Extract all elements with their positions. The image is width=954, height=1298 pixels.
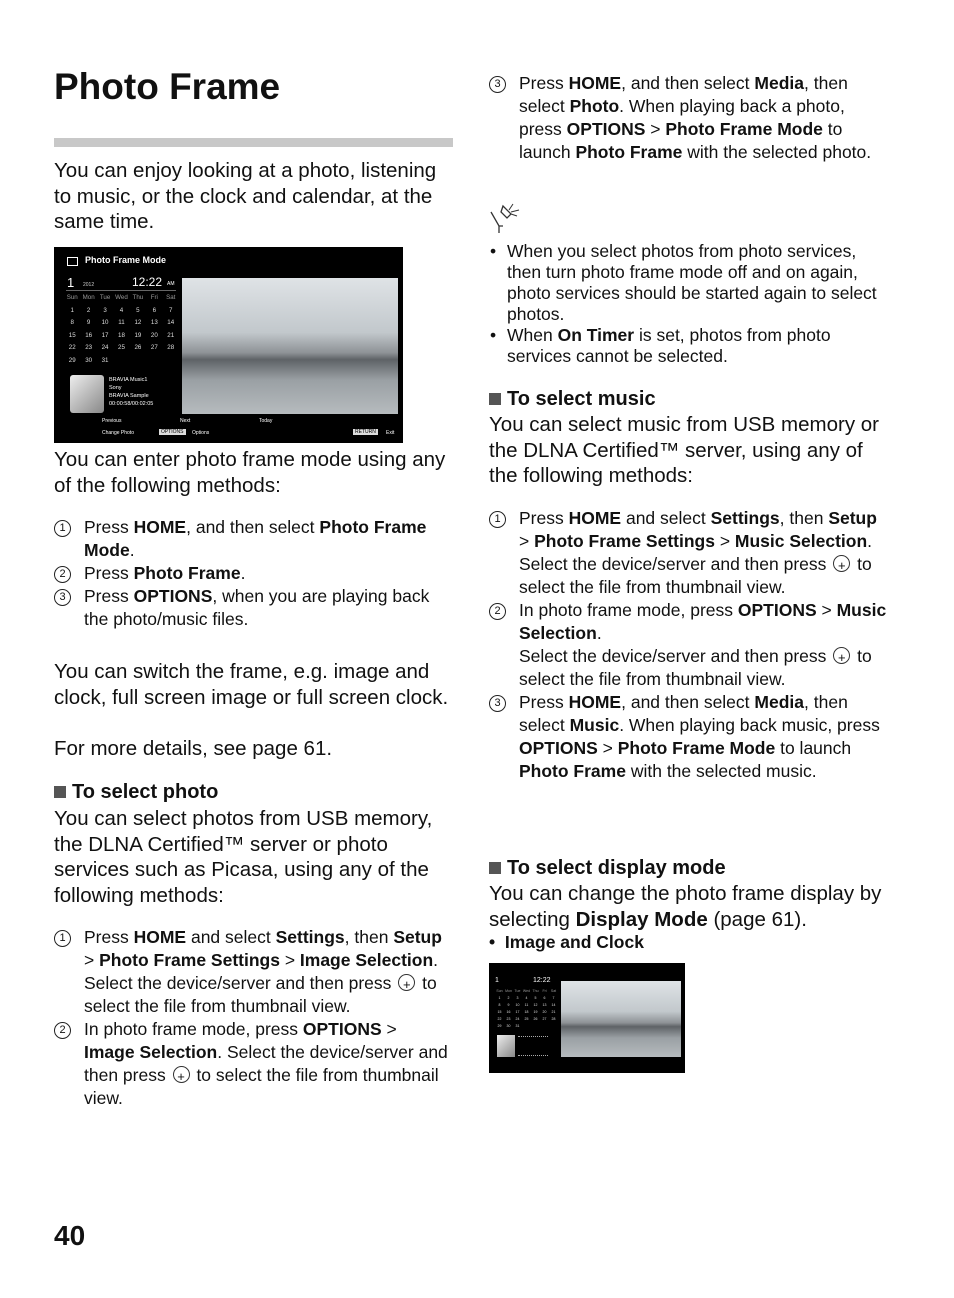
step-subtext <box>489 645 889 691</box>
plain-text: . When playing back a photo, press <box>519 96 845 139</box>
display-text-c: (page 61). <box>707 907 807 931</box>
plain-text: > <box>645 119 666 139</box>
thumb-album-art <box>497 1035 515 1057</box>
hint-lamp-icon <box>489 202 523 234</box>
plain-text: Press <box>84 563 134 583</box>
plain-text: , then select <box>519 692 848 735</box>
calendar-grid <box>64 292 179 367</box>
calendar-cell: 11 <box>118 319 125 326</box>
bold-text: On Timer <box>557 325 635 345</box>
photo-step-3 <box>489 72 889 164</box>
btn-previous: Previous <box>102 418 122 424</box>
music-section-heading <box>489 387 656 412</box>
btn-options: Options <box>192 430 210 436</box>
calendar-cell: 29 <box>68 356 76 364</box>
photo-steps <box>54 926 450 1110</box>
album-art <box>70 375 104 413</box>
bold-text: Image Selection <box>84 1042 218 1062</box>
thumb-date: 1 <box>495 977 499 984</box>
subtext-b: to select the file from thumbnail view. <box>519 646 872 689</box>
calendar-row <box>495 1009 558 1016</box>
music-section-text: You can select music from USB memory or the DLNA Certified™ server, using any of the following methods: <box>489 413 880 487</box>
step-item <box>54 562 446 585</box>
screen-ampm: AM <box>167 281 175 287</box>
landscape-photo <box>182 278 398 414</box>
screen-header: Photo Frame Mode <box>85 255 167 265</box>
calendar-cell: 20 <box>542 1010 547 1014</box>
calendar-cell: 30 <box>506 1024 511 1028</box>
calendar-row <box>495 1023 558 1030</box>
calendar-cell: 24 <box>101 344 109 351</box>
square-bullet-icon <box>489 393 501 405</box>
screen-year: 2012 <box>83 282 95 288</box>
display-text-b: Display Mode <box>575 907 708 931</box>
bold-text: HOME <box>568 73 622 93</box>
calendar-cell: 16 <box>85 331 93 339</box>
calendar-cell <box>163 355 179 368</box>
bold-text: Photo Frame <box>575 142 683 162</box>
calendar-cell <box>146 355 162 368</box>
bold-text: Music <box>569 715 620 735</box>
plain-text: Press <box>84 517 134 537</box>
calendar-cell: Thu <box>132 294 144 301</box>
plain-text: . <box>240 563 246 583</box>
calendar-cell: 28 <box>167 344 175 351</box>
plain-text: . <box>867 531 873 551</box>
step-item <box>489 72 889 164</box>
calendar-cell: 15 <box>497 1010 502 1014</box>
plain-text: > <box>714 531 735 551</box>
display-text-a: You can change the photo frame display by selecting <box>489 882 882 931</box>
plain-text: , then <box>779 508 829 528</box>
btn-next: Next <box>180 418 191 424</box>
bold-text: HOME <box>568 692 622 712</box>
plain-text: Press <box>519 508 569 528</box>
page-title: Photo Frame <box>54 66 281 107</box>
calendar-cell: 1 <box>70 306 74 314</box>
calendar-cell: Sun <box>66 294 78 301</box>
calendar-cell: Tue <box>99 294 111 301</box>
calendar-cell: 4 <box>525 996 528 1000</box>
calendar-cell: 15 <box>68 331 76 339</box>
calendar-cell: 9 <box>507 1003 510 1007</box>
calendar-cell: 8 <box>70 319 74 326</box>
image-and-clock-thumbnail <box>489 963 685 1073</box>
bold-text: OPTIONS <box>302 1019 382 1039</box>
bold-text: Photo Frame Mode <box>665 119 823 139</box>
calendar-cell: 31 <box>101 356 109 364</box>
plain-text: In photo frame mode, press <box>84 1019 303 1039</box>
calendar-cell: 27 <box>542 1017 547 1021</box>
bold-text: Photo Frame Settings <box>534 531 715 551</box>
calendar-cell: 7 <box>552 996 555 1000</box>
more-details-text: For more details, see page 61. <box>54 737 333 760</box>
calendar-row <box>495 995 558 1002</box>
return-tag: RETURN <box>355 429 376 435</box>
square-bullet-icon <box>54 786 66 798</box>
title-rule <box>54 138 453 147</box>
btn-today: Today <box>259 418 273 424</box>
bold-text: OPTIONS <box>133 586 213 606</box>
calendar-cell: 22 <box>497 1017 502 1021</box>
square-bullet-icon <box>489 862 501 874</box>
calendar-cell: 30 <box>85 356 93 364</box>
calendar-cell: Thu <box>532 989 539 993</box>
calendar-cell: 10 <box>101 319 109 326</box>
enter-button-icon <box>173 1066 190 1083</box>
hint-notes <box>489 241 889 367</box>
plain-text: and select <box>621 508 711 528</box>
bold-text: HOME <box>133 927 187 947</box>
calendar-cell: 5 <box>136 306 140 314</box>
subtext-b: to select the file from thumbnail view. <box>84 973 437 1016</box>
subtext-b: to select the file from thumbnail view. <box>519 554 872 597</box>
calendar-cell: 24 <box>515 1017 520 1021</box>
calendar-cell: 13 <box>542 1003 547 1007</box>
calendar-cell: 22 <box>68 344 76 351</box>
subtext-a: Select the device/server and then press <box>519 554 827 574</box>
thumb-music-info <box>518 1036 548 1056</box>
calendar-cell: 11 <box>524 1003 529 1007</box>
calendar-cell: 2 <box>507 996 510 1000</box>
bold-text: Music Selection <box>734 531 868 551</box>
photo-section-title: To select photo <box>72 781 219 803</box>
calendar-cell: Sun <box>496 989 503 993</box>
display-section-title: To select display mode <box>507 857 726 879</box>
step-item <box>54 1018 450 1110</box>
plain-text: , and then select <box>621 73 755 93</box>
step-number-icon: 1 <box>54 520 71 537</box>
calendar-cell: 9 <box>86 319 91 326</box>
calendar-cell: Sat <box>166 294 176 301</box>
calendar-row <box>64 355 179 368</box>
plain-text: > <box>519 531 535 551</box>
bold-text: HOME <box>133 517 187 537</box>
calendar-cell: 19 <box>134 331 142 339</box>
plain-text: Press <box>84 927 134 947</box>
calendar-cell: 8 <box>498 1003 501 1007</box>
plain-text: is set, photos from photo services cannot be selected. <box>507 325 831 366</box>
bold-text: Setup <box>828 508 877 528</box>
display-section-text <box>489 881 889 932</box>
calendar-cell: 3 <box>516 996 519 1000</box>
calendar-cell: 26 <box>134 344 142 351</box>
music-section-title: To select music <box>507 388 656 410</box>
plain-text: > <box>84 950 100 970</box>
image-and-clock-bullet: • Image and Clock <box>489 932 644 952</box>
subtext-a: Select the device/server and then press <box>519 646 827 666</box>
calendar-cell: Wed <box>522 989 531 993</box>
calendar-cell: 13 <box>150 319 158 326</box>
step-item <box>489 691 889 783</box>
plain-text: to launch <box>519 119 843 162</box>
photo-section-heading <box>54 780 218 805</box>
enter-steps <box>54 516 446 631</box>
calendar-cell: 10 <box>515 1003 520 1007</box>
enter-button-icon <box>833 555 850 572</box>
enter-button-icon <box>398 974 415 991</box>
btn-change-photo: Change Photo <box>102 430 134 436</box>
calendar-cell: 28 <box>551 1017 556 1021</box>
options-tag: OPTIONS <box>161 429 184 435</box>
step-item <box>54 585 446 631</box>
calendar-cell <box>113 355 129 368</box>
calendar-row <box>64 305 179 318</box>
calendar-cell: 27 <box>150 344 158 351</box>
display-section-heading <box>489 856 726 881</box>
calendar-cell: 12 <box>533 1003 538 1007</box>
calendar-cell: 3 <box>103 306 107 314</box>
bold-text: Photo <box>569 96 620 116</box>
screen-time: 12:22 <box>132 275 163 289</box>
plain-text: > <box>279 950 300 970</box>
step-item <box>489 507 889 553</box>
calendar-cell: 29 <box>497 1024 502 1028</box>
calendar-cell: 18 <box>118 331 125 339</box>
music-artist: Sony <box>109 385 122 391</box>
music-info <box>109 376 153 408</box>
step-item <box>54 926 450 972</box>
bold-text: OPTIONS <box>519 738 598 758</box>
page-number: 40 <box>54 1220 86 1251</box>
calendar-cell: 23 <box>506 1017 511 1021</box>
step-number-icon: 1 <box>54 930 71 947</box>
calendar-cell: 18 <box>524 1010 529 1014</box>
calendar-cell: 31 <box>515 1024 520 1028</box>
calendar-cell: 16 <box>506 1010 511 1014</box>
bold-text: Photo Frame Settings <box>99 950 280 970</box>
music-title: BRAVIA Music1 <box>109 377 148 383</box>
plain-text: . Select the device/server and then press <box>84 1042 448 1085</box>
plain-text: , then <box>344 927 394 947</box>
step-item <box>54 516 446 562</box>
calendar-row <box>64 292 179 305</box>
plain-text: , then select <box>519 73 848 116</box>
bold-text: OPTIONS <box>737 600 817 620</box>
calendar-row <box>64 342 179 355</box>
plain-text: > <box>381 1019 397 1039</box>
plain-text: . <box>129 540 135 560</box>
plain-text: In photo frame mode, press <box>519 600 738 620</box>
plain-text: , when you are playing back the photo/music files. <box>84 586 430 629</box>
thumb-calendar <box>495 988 558 1030</box>
step-number-icon: 1 <box>489 511 506 528</box>
plain-text: When <box>507 325 558 345</box>
bold-text: Media <box>754 692 805 712</box>
calendar-cell: 20 <box>150 331 158 339</box>
calendar-cell: 17 <box>515 1010 520 1014</box>
plain-text: , and then select <box>186 517 320 537</box>
step-number-icon: 3 <box>54 589 71 606</box>
calendar-cell: Fri <box>150 294 158 301</box>
calendar-cell: 25 <box>118 344 125 351</box>
note-item <box>489 325 889 367</box>
plain-text: > <box>597 738 618 758</box>
step-tail: to select the file from thumbnail view. <box>84 1065 439 1108</box>
calendar-cell: 21 <box>167 331 175 339</box>
photo-frame-icon <box>67 257 78 266</box>
note-item <box>489 241 889 325</box>
step-subtext <box>54 972 450 1018</box>
calendar-row <box>495 988 558 995</box>
calendar-cell: 4 <box>119 306 124 314</box>
plain-text: with the selected music. <box>625 761 817 781</box>
plain-text: . <box>433 950 439 970</box>
step-number-icon: 3 <box>489 695 506 712</box>
music-time: 00:00:58/00:02:05 <box>109 401 154 407</box>
switch-text: You can switch the frame, e.g. image and clock, full screen image or full screen clock. <box>54 660 449 709</box>
step-subtext <box>489 553 889 599</box>
bold-text: Setup <box>393 927 442 947</box>
intro-text: You can enjoy looking at a photo, listening to music, or the clock and calendar, at the same time. <box>54 159 437 233</box>
calendar-cell <box>130 355 146 368</box>
bold-text: Photo Frame <box>133 563 241 583</box>
plain-text: Press <box>519 692 569 712</box>
calendar-cell: 21 <box>551 1010 556 1014</box>
bold-text: Settings <box>275 927 345 947</box>
subtext-a: Select the device/server and then press <box>84 973 392 993</box>
calendar-cell <box>522 1023 531 1030</box>
bold-text: Image Selection <box>299 950 434 970</box>
calendar-cell: Wed <box>115 294 128 301</box>
screen-date: 1 <box>67 275 75 290</box>
bold-text: OPTIONS <box>566 119 646 139</box>
image-and-clock-label: Image and Clock <box>504 932 644 952</box>
calendar-cell: Mon <box>505 989 512 993</box>
music-steps <box>489 507 889 783</box>
plain-text: and select <box>186 927 276 947</box>
calendar-cell: 7 <box>169 306 173 314</box>
calendar-cell: Sat <box>550 989 557 993</box>
calendar-cell: Fri <box>542 989 547 993</box>
enter-button-icon <box>833 647 850 664</box>
bold-text: Photo Frame <box>519 761 626 781</box>
step-number-icon: 2 <box>54 1022 71 1039</box>
photo-section-text: You can select photos from USB memory, the DLNA Certified™ server or photo services such as Picasa, using any of the following methods: <box>54 807 433 907</box>
calendar-divider <box>66 290 176 291</box>
calendar-cell: 2 <box>86 306 91 314</box>
calendar-cell: 6 <box>152 306 157 314</box>
plain-text: with the selected photo. <box>682 142 872 162</box>
plain-text: , and then select <box>621 692 755 712</box>
calendar-row <box>495 1002 558 1009</box>
calendar-row <box>64 330 179 343</box>
step-number-icon: 2 <box>489 603 506 620</box>
step-number-icon: 2 <box>54 566 71 583</box>
calendar-cell: 23 <box>85 344 93 351</box>
bold-text: Media <box>754 73 805 93</box>
calendar-cell: 14 <box>167 319 175 326</box>
calendar-cell: 17 <box>101 331 109 339</box>
bold-text: Photo Frame Mode <box>84 517 427 560</box>
plain-text: . <box>596 623 602 643</box>
enter-text: You can enter photo frame mode using any of the following methods: <box>54 448 446 497</box>
music-album: BRAVIA Sample <box>109 393 149 399</box>
thumb-landscape-photo <box>561 981 681 1057</box>
plain-text: When you select photos from photo services, then turn photo frame mode off and on again, photo services should be started again to select photos. <box>507 241 877 324</box>
bold-text: Music Selection <box>519 600 887 643</box>
plain-text: . When playing back music, press <box>619 715 880 735</box>
calendar-cell: 19 <box>533 1010 538 1014</box>
calendar-row <box>64 317 179 330</box>
calendar-cell <box>540 1023 549 1030</box>
calendar-cell: 12 <box>134 319 142 326</box>
calendar-row <box>495 1016 558 1023</box>
calendar-cell: 26 <box>533 1017 538 1021</box>
step-number-icon: 3 <box>489 76 506 93</box>
plain-text: Press <box>84 586 134 606</box>
calendar-cell: 25 <box>524 1017 529 1021</box>
plain-text: to launch <box>775 738 852 758</box>
hint-lamp-svg <box>489 202 523 234</box>
thumb-time: 12:22 <box>533 977 551 984</box>
calendar-cell: Tue <box>514 989 521 993</box>
plain-text: Press <box>519 73 569 93</box>
photo-frame-screenshot <box>54 247 403 443</box>
calendar-cell: 14 <box>551 1003 556 1007</box>
calendar-cell <box>531 1023 540 1030</box>
calendar-cell: 1 <box>498 996 501 1000</box>
calendar-cell: 6 <box>543 996 546 1000</box>
bold-text: Photo Frame Mode <box>617 738 776 758</box>
bold-text: Settings <box>710 508 780 528</box>
plain-text: > <box>816 600 837 620</box>
calendar-cell <box>549 1023 558 1030</box>
btn-exit: Exit <box>386 430 395 436</box>
calendar-cell: 5 <box>534 996 537 1000</box>
calendar-cell: Mon <box>82 294 95 301</box>
step-item <box>489 599 889 645</box>
bold-text: HOME <box>568 508 622 528</box>
